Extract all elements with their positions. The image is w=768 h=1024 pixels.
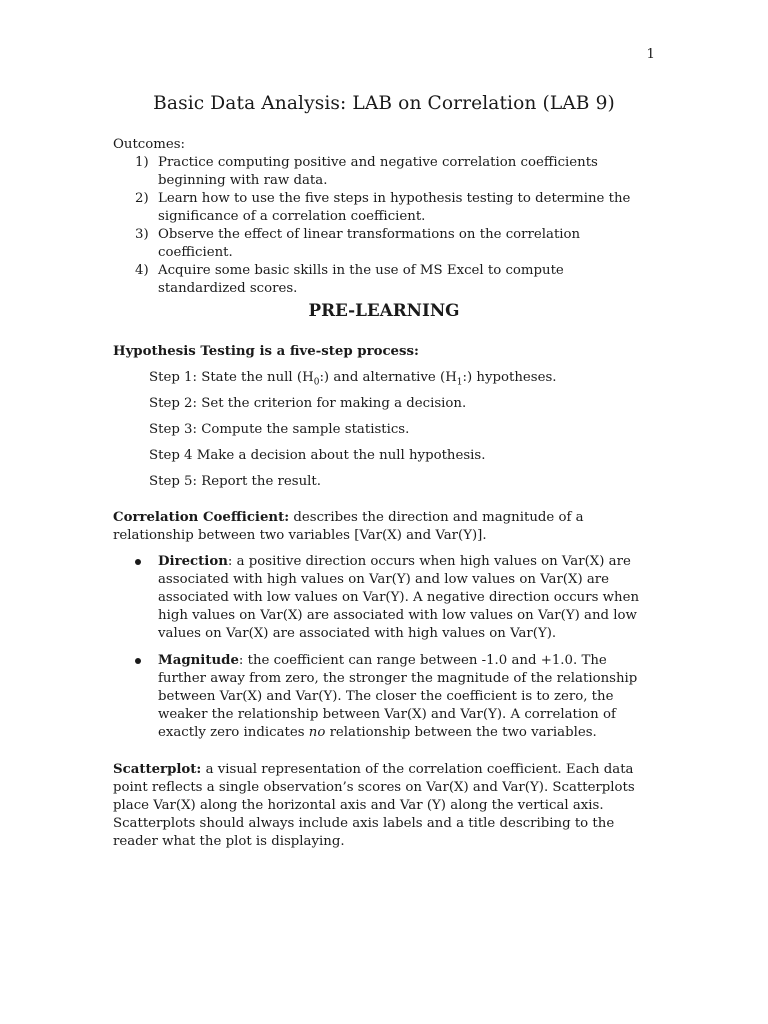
step-item: Step 2: Set the criterion for making a decision. — [149, 396, 467, 411]
direction-text: : a positive direction occurs when high values on Var(X) are associated with high values on Var(Y) and low values on Var(X) are associated with low values on Var(Y). A negative direction occurs when high values on Var(X) are associated with low values on Var(Y) and low values on Var(X) are associated with high values on Var(Y). — [158, 554, 640, 641]
bullet-icon — [135, 559, 141, 565]
magnitude-term: Magnitude — [158, 653, 239, 668]
scatterplot-text: a visual representation of the correlation coefficient. Each data point reflects a single observation’s scores on Var(X) and Var(Y). Scatterplots place Var(X) along the horizontal axis and Var (Y) along the vertical axis. Scatterplots should always include axis labels and a title describing to the reader what the plot is displaying. — [113, 762, 635, 849]
correlation-term: Correlation Coefficient: — [113, 510, 290, 525]
list-item — [113, 226, 653, 262]
magnitude-emphasis: no — [308, 725, 326, 740]
correlation-definition — [113, 509, 653, 545]
list-item — [113, 553, 653, 643]
list-number: 4) — [135, 263, 149, 278]
bullet-icon — [135, 658, 141, 664]
correlation-bullets — [113, 553, 653, 751]
magnitude-end: relationship between the two variables. — [325, 725, 597, 740]
correlation-text: describes the direction and magnitude of a relationship between two variables [Var(X) and Var(Y)]. — [113, 510, 584, 543]
scatterplot-term: Scatterplot: — [113, 762, 202, 777]
list-text: Acquire some basic skills in the use of MS Excel to compute standardized scores. — [158, 263, 564, 296]
magnitude-text: : the coefficient can range between -1.0 and +1.0. The further away from zero, the stronger the magnitude of the relationship between Var(X) and Var(Y). The closer the coefficient is to zero, the weaker the relationship between Var(X) and Var(Y). A correlation of exactly zero indicates — [158, 653, 638, 740]
list-number: 3) — [135, 227, 149, 242]
list-item — [113, 154, 653, 190]
list-text: Observe the effect of linear transformations on the correlation coefficient. — [158, 227, 581, 260]
document-title: Basic Data Analysis: LAB on Correlation (LAB 9) — [153, 93, 615, 114]
list-text: Practice computing positive and negative correlation coefficients beginning with raw data. — [158, 155, 598, 188]
section-heading: PRE-LEARNING — [308, 300, 460, 320]
hypothesis-steps — [149, 369, 557, 499]
list-item — [113, 190, 653, 226]
list-number: 2) — [135, 191, 149, 206]
outcomes-list — [113, 154, 653, 298]
list-item — [113, 652, 653, 742]
step-item: Step 5: Report the result. — [149, 474, 321, 489]
step-item: Step 4 Make a decision about the null hypothesis. — [149, 448, 486, 463]
outcomes-label: Outcomes: — [113, 137, 186, 152]
page-number: 1 — [646, 47, 655, 62]
direction-term: Direction — [158, 554, 228, 569]
scatterplot-definition — [113, 761, 653, 851]
list-number: 1) — [135, 155, 149, 170]
list-item — [113, 262, 653, 298]
step-item: Step 1: State the null $(H_0:)$ and alternative $(H_1:)$ hypotheses. — [149, 370, 557, 388]
hypothesis-heading: Hypothesis Testing is a five-step process: — [113, 344, 419, 359]
step-item: Step 3: Compute the sample statistics. — [149, 422, 410, 437]
list-text: Learn how to use the five steps in hypothesis testing to determine the significance of a correlation coefficient. — [158, 191, 631, 224]
